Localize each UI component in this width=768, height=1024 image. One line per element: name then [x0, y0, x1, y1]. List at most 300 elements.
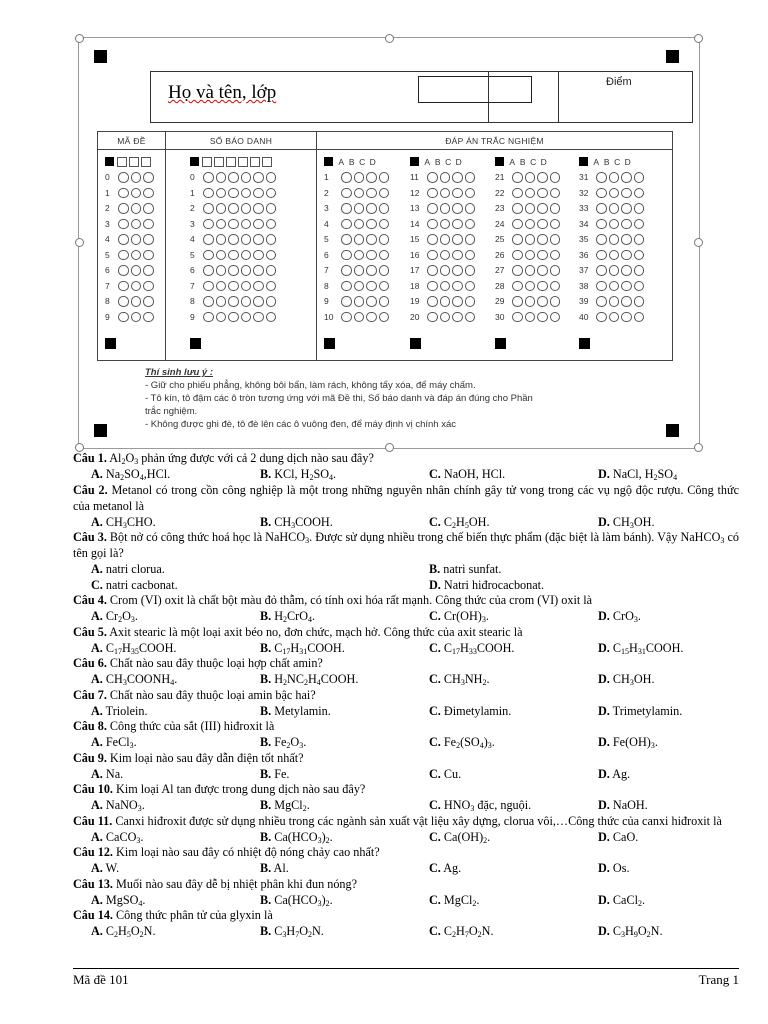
- digit-label: 4: [190, 234, 195, 245]
- bubble[interactable]: [550, 281, 561, 292]
- bubble[interactable]: [440, 265, 451, 276]
- write-box[interactable]: [141, 157, 151, 167]
- bubble[interactable]: [228, 188, 239, 199]
- bubble[interactable]: [427, 234, 438, 245]
- bubble[interactable]: [596, 296, 607, 307]
- bubble[interactable]: [354, 203, 365, 214]
- bubble[interactable]: [512, 219, 523, 230]
- bubble[interactable]: [366, 265, 377, 276]
- bubble[interactable]: [143, 250, 154, 261]
- bubble[interactable]: [512, 265, 523, 276]
- bubble[interactable]: [609, 234, 620, 245]
- bubble[interactable]: [427, 172, 438, 183]
- bubble[interactable]: [634, 203, 645, 214]
- answer-sheet-image: [78, 37, 700, 449]
- bubble[interactable]: [253, 312, 264, 323]
- bubble[interactable]: [465, 296, 476, 307]
- bubble[interactable]: [596, 188, 607, 199]
- bubble[interactable]: [131, 296, 142, 307]
- resize-handle[interactable]: [385, 34, 394, 43]
- bubble[interactable]: [525, 203, 536, 214]
- bubble[interactable]: [634, 250, 645, 261]
- bubble[interactable]: [379, 312, 390, 323]
- write-box[interactable]: [262, 157, 272, 167]
- bubble[interactable]: [241, 312, 252, 323]
- bubble[interactable]: [253, 296, 264, 307]
- bubble[interactable]: [452, 219, 463, 230]
- bubble[interactable]: [465, 234, 476, 245]
- bubble[interactable]: [609, 265, 620, 276]
- bubble[interactable]: [596, 265, 607, 276]
- bubble[interactable]: [609, 296, 620, 307]
- bubble[interactable]: [341, 265, 352, 276]
- bubble[interactable]: [634, 219, 645, 230]
- option-c: C. $Fe_2(SO_4)_3$.: [429, 735, 495, 750]
- bubble[interactable]: [452, 296, 463, 307]
- bubble[interactable]: [118, 312, 129, 323]
- bubble[interactable]: [366, 312, 377, 323]
- bubble[interactable]: [621, 188, 632, 199]
- bubble[interactable]: [512, 281, 523, 292]
- bubble[interactable]: [634, 265, 645, 276]
- bubble[interactable]: [550, 234, 561, 245]
- question-number: 27: [495, 265, 505, 276]
- bubble[interactable]: [596, 172, 607, 183]
- bubble[interactable]: [366, 172, 377, 183]
- bubble[interactable]: [550, 296, 561, 307]
- bubble[interactable]: [228, 234, 239, 245]
- bubble[interactable]: [216, 234, 227, 245]
- bubble[interactable]: [609, 250, 620, 261]
- bubble[interactable]: [203, 312, 214, 323]
- bubble[interactable]: [440, 296, 451, 307]
- bubble[interactable]: [609, 219, 620, 230]
- bubble[interactable]: [253, 265, 264, 276]
- bubble[interactable]: [550, 250, 561, 261]
- bubble[interactable]: [118, 203, 129, 214]
- bubble[interactable]: [537, 203, 548, 214]
- bubble[interactable]: [525, 219, 536, 230]
- bubble[interactable]: [440, 281, 451, 292]
- bubble[interactable]: [216, 250, 227, 261]
- bubble[interactable]: [537, 296, 548, 307]
- bubble[interactable]: [452, 250, 463, 261]
- option-b: B. Al.: [260, 861, 289, 875]
- bubble[interactable]: [525, 296, 536, 307]
- bubble[interactable]: [366, 281, 377, 292]
- bubble[interactable]: [512, 234, 523, 245]
- bubble[interactable]: [131, 281, 142, 292]
- bubble[interactable]: [354, 265, 365, 276]
- bubble[interactable]: [379, 250, 390, 261]
- bubble[interactable]: [621, 281, 632, 292]
- bubble[interactable]: [427, 281, 438, 292]
- bubble[interactable]: [341, 219, 352, 230]
- bubble[interactable]: [609, 281, 620, 292]
- bubble[interactable]: [550, 188, 561, 199]
- bubble[interactable]: [427, 188, 438, 199]
- bubble[interactable]: [118, 172, 129, 183]
- write-box[interactable]: [238, 157, 248, 167]
- bubble[interactable]: [379, 296, 390, 307]
- bubble[interactable]: [427, 219, 438, 230]
- bubble[interactable]: [550, 312, 561, 323]
- bubble[interactable]: [525, 172, 536, 183]
- bubble[interactable]: [228, 281, 239, 292]
- name-input-box[interactable]: [418, 76, 532, 103]
- bubble[interactable]: [253, 203, 264, 214]
- bubble[interactable]: [131, 203, 142, 214]
- bubble[interactable]: [440, 203, 451, 214]
- bubble[interactable]: [621, 172, 632, 183]
- option-b: B. $Ca(HCO_3)_2$.: [260, 892, 333, 908]
- bubble[interactable]: [440, 172, 451, 183]
- bubble[interactable]: [550, 265, 561, 276]
- bubble[interactable]: [228, 203, 239, 214]
- bubble[interactable]: [609, 172, 620, 183]
- bubble[interactable]: [266, 219, 277, 230]
- letter-label: B: [603, 156, 610, 167]
- bubble[interactable]: [452, 203, 463, 214]
- bubble[interactable]: [452, 188, 463, 199]
- bubble[interactable]: [203, 188, 214, 199]
- bubble[interactable]: [465, 188, 476, 199]
- bubble[interactable]: [452, 172, 463, 183]
- bubble[interactable]: [440, 250, 451, 261]
- bubble[interactable]: [354, 312, 365, 323]
- bubble[interactable]: [609, 203, 620, 214]
- bubble[interactable]: [241, 234, 252, 245]
- bubble[interactable]: [512, 188, 523, 199]
- bubble[interactable]: [241, 250, 252, 261]
- option-a: A. $Na_2SO_4,HCl$.: [91, 467, 171, 482]
- bubble[interactable]: [465, 219, 476, 230]
- bubble[interactable]: [512, 312, 523, 323]
- bubble[interactable]: [266, 188, 277, 199]
- letter-label: C: [530, 156, 537, 167]
- bubble[interactable]: [440, 188, 451, 199]
- bubble[interactable]: [379, 172, 390, 183]
- resize-handle[interactable]: [75, 238, 84, 247]
- bubble[interactable]: [143, 265, 154, 276]
- bubble[interactable]: [427, 312, 438, 323]
- bubble[interactable]: [354, 234, 365, 245]
- bubble[interactable]: [452, 234, 463, 245]
- bubble[interactable]: [354, 250, 365, 261]
- bubble[interactable]: [118, 250, 129, 261]
- question-stem: Câu 3. Bột nở có công thức hoá học là NaHCO$_3$. Được sử dụng nhiều trong chế biến thực phẩm (đặc biệt là làm bánh). Vậy NaHCO$_3$ có tên gọi là?: [73, 530, 739, 560]
- resize-handle[interactable]: [75, 34, 84, 43]
- bubble[interactable]: [621, 219, 632, 230]
- bubble[interactable]: [341, 250, 352, 261]
- question-number: 30: [495, 311, 505, 322]
- bubble[interactable]: [253, 281, 264, 292]
- question-number: 13: [410, 203, 420, 214]
- bubble[interactable]: [525, 312, 536, 323]
- bubble[interactable]: [118, 234, 129, 245]
- bubble[interactable]: [621, 296, 632, 307]
- bubble[interactable]: [216, 312, 227, 323]
- sbd-header: SỐ BÁO DANH: [166, 132, 316, 150]
- bubble[interactable]: [537, 188, 548, 199]
- bubble[interactable]: [596, 281, 607, 292]
- bubble[interactable]: [634, 234, 645, 245]
- bubble[interactable]: [512, 203, 523, 214]
- bubble[interactable]: [512, 172, 523, 183]
- bubble[interactable]: [131, 265, 142, 276]
- bubble[interactable]: [621, 312, 632, 323]
- bubble[interactable]: [596, 250, 607, 261]
- option-c: C. Ag.: [429, 861, 462, 875]
- bubble[interactable]: [596, 234, 607, 245]
- bubble[interactable]: [266, 281, 277, 292]
- option-b: B. Metylamin.: [260, 703, 331, 718]
- bubble[interactable]: [118, 265, 129, 276]
- bubble[interactable]: [550, 203, 561, 214]
- bubble[interactable]: [379, 203, 390, 214]
- bubble[interactable]: [228, 219, 239, 230]
- digit-label: 8: [190, 296, 195, 307]
- bubble[interactable]: [266, 203, 277, 214]
- note-line: - Tô kín, tô đậm các ô tròn tương ứng với mã Đề thi, Số báo danh và đáp án đúng cho Phần: [145, 393, 533, 404]
- bubble[interactable]: [427, 265, 438, 276]
- bubble[interactable]: [143, 234, 154, 245]
- bubble[interactable]: [341, 203, 352, 214]
- bubble[interactable]: [537, 281, 548, 292]
- bubble[interactable]: [131, 250, 142, 261]
- write-box[interactable]: [226, 157, 236, 167]
- bubble[interactable]: [634, 172, 645, 183]
- bubble[interactable]: [143, 312, 154, 323]
- bubble[interactable]: [596, 203, 607, 214]
- note-line: - Không được ghi đè, tô đè lên các ô vuông đen, để máy định vị chính xác: [145, 419, 456, 430]
- bubble[interactable]: [253, 250, 264, 261]
- bubble[interactable]: [216, 296, 227, 307]
- bubble[interactable]: [341, 172, 352, 183]
- bubble[interactable]: [203, 296, 214, 307]
- bubble[interactable]: [634, 312, 645, 323]
- bubble[interactable]: [634, 281, 645, 292]
- bubble[interactable]: [131, 188, 142, 199]
- bubble[interactable]: [266, 312, 277, 323]
- bubble[interactable]: [241, 281, 252, 292]
- bubble[interactable]: [253, 172, 264, 183]
- bubble[interactable]: [427, 296, 438, 307]
- bubble[interactable]: [440, 312, 451, 323]
- bubble[interactable]: [203, 281, 214, 292]
- bubble[interactable]: [216, 172, 227, 183]
- bubble[interactable]: [143, 203, 154, 214]
- bubble[interactable]: [354, 188, 365, 199]
- bubble[interactable]: [621, 265, 632, 276]
- bubble[interactable]: [253, 188, 264, 199]
- bubble[interactable]: [550, 172, 561, 183]
- bubble[interactable]: [537, 219, 548, 230]
- bubble[interactable]: [512, 296, 523, 307]
- bubble[interactable]: [216, 219, 227, 230]
- write-box[interactable]: [117, 157, 127, 167]
- bubble[interactable]: [366, 219, 377, 230]
- bubble[interactable]: [266, 172, 277, 183]
- bubble[interactable]: [143, 188, 154, 199]
- bubble[interactable]: [143, 296, 154, 307]
- bubble[interactable]: [203, 219, 214, 230]
- bubble[interactable]: [354, 281, 365, 292]
- question-item: [73, 450, 739, 482]
- bubble[interactable]: [131, 172, 142, 183]
- bubble[interactable]: [537, 250, 548, 261]
- bubble[interactable]: [525, 250, 536, 261]
- bubble[interactable]: [609, 312, 620, 323]
- bubble[interactable]: [203, 265, 214, 276]
- bubble[interactable]: [341, 296, 352, 307]
- bubble[interactable]: [203, 172, 214, 183]
- bubble[interactable]: [596, 312, 607, 323]
- bubble[interactable]: [452, 312, 463, 323]
- bubble[interactable]: [465, 203, 476, 214]
- bubble[interactable]: [379, 188, 390, 199]
- resize-handle[interactable]: [694, 238, 703, 247]
- bubble[interactable]: [440, 219, 451, 230]
- bubble[interactable]: [216, 203, 227, 214]
- bubble[interactable]: [525, 234, 536, 245]
- question-stem: Câu 6. Chất nào sau đây thuộc loại hợp chất amin?: [73, 656, 323, 670]
- bubble[interactable]: [379, 234, 390, 245]
- bubble[interactable]: [266, 265, 277, 276]
- question-item: [73, 844, 739, 876]
- bubble[interactable]: [465, 281, 476, 292]
- write-box[interactable]: [129, 157, 139, 167]
- bubble[interactable]: [143, 172, 154, 183]
- bubble[interactable]: [621, 234, 632, 245]
- bubble[interactable]: [131, 219, 142, 230]
- bubble[interactable]: [379, 265, 390, 276]
- bubble[interactable]: [228, 265, 239, 276]
- bubble[interactable]: [241, 265, 252, 276]
- bubble[interactable]: [609, 188, 620, 199]
- bubble[interactable]: [253, 234, 264, 245]
- bubble[interactable]: [241, 219, 252, 230]
- option-d: D. Trimetylamin.: [598, 703, 683, 718]
- bubble[interactable]: [366, 296, 377, 307]
- bubble[interactable]: [537, 234, 548, 245]
- bubble[interactable]: [525, 265, 536, 276]
- question-item: [73, 687, 739, 719]
- bubble[interactable]: [118, 281, 129, 292]
- bubble[interactable]: [228, 250, 239, 261]
- bubble[interactable]: [266, 250, 277, 261]
- write-box[interactable]: [214, 157, 224, 167]
- bubble[interactable]: [228, 296, 239, 307]
- bubble[interactable]: [452, 265, 463, 276]
- bubble[interactable]: [366, 250, 377, 261]
- bubble[interactable]: [228, 172, 239, 183]
- bubble[interactable]: [131, 234, 142, 245]
- bubble[interactable]: [203, 234, 214, 245]
- bubble[interactable]: [216, 281, 227, 292]
- bubble[interactable]: [143, 219, 154, 230]
- bubble[interactable]: [537, 312, 548, 323]
- bubble[interactable]: [427, 250, 438, 261]
- write-box[interactable]: [202, 157, 212, 167]
- bubble[interactable]: [525, 281, 536, 292]
- bubble[interactable]: [118, 296, 129, 307]
- bubble[interactable]: [452, 281, 463, 292]
- option-d: D. NaCl, $H_2SO_4$: [598, 467, 678, 482]
- bubble[interactable]: [241, 296, 252, 307]
- bubble[interactable]: [465, 250, 476, 261]
- bubble[interactable]: [366, 188, 377, 199]
- question-number: 20: [410, 311, 420, 322]
- bubble[interactable]: [440, 234, 451, 245]
- option-a: A. Na.: [91, 766, 124, 781]
- bubble[interactable]: [216, 188, 227, 199]
- bubble[interactable]: [427, 203, 438, 214]
- option-b: B. natri sunfat.: [429, 562, 502, 576]
- bubble[interactable]: [341, 312, 352, 323]
- resize-handle[interactable]: [694, 34, 703, 43]
- bubble[interactable]: [341, 234, 352, 245]
- bubble[interactable]: [366, 203, 377, 214]
- bubble[interactable]: [634, 188, 645, 199]
- bubble[interactable]: [143, 281, 154, 292]
- bubble[interactable]: [465, 172, 476, 183]
- bubble[interactable]: [379, 219, 390, 230]
- bubble[interactable]: [266, 234, 277, 245]
- bubble[interactable]: [241, 203, 252, 214]
- bubble[interactable]: [354, 172, 365, 183]
- marker: [410, 338, 421, 349]
- bubble[interactable]: [465, 265, 476, 276]
- bubble[interactable]: [228, 312, 239, 323]
- bubble[interactable]: [465, 312, 476, 323]
- bubble[interactable]: [550, 219, 561, 230]
- bubble[interactable]: [525, 188, 536, 199]
- bubble[interactable]: [241, 172, 252, 183]
- bubble[interactable]: [512, 250, 523, 261]
- letter-label: A: [593, 156, 600, 167]
- bubble[interactable]: [216, 265, 227, 276]
- bubble[interactable]: [366, 234, 377, 245]
- bubble[interactable]: [341, 281, 352, 292]
- bubble[interactable]: [118, 219, 129, 230]
- bubble[interactable]: [379, 281, 390, 292]
- bubble[interactable]: [131, 312, 142, 323]
- bubble[interactable]: [354, 219, 365, 230]
- write-box[interactable]: [250, 157, 260, 167]
- bubble-grid: [97, 131, 673, 361]
- bubble[interactable]: [537, 265, 548, 276]
- question-number: 6: [324, 249, 329, 260]
- bubble[interactable]: [341, 188, 352, 199]
- bubble[interactable]: [621, 250, 632, 261]
- bubble[interactable]: [354, 296, 365, 307]
- bubble[interactable]: [203, 203, 214, 214]
- question-stem: Câu 5. Axit stearic là một loại axit béo no, đơn chức, mạch hở. Công thức của axit stearic là: [73, 624, 523, 639]
- digit-label: 9: [190, 311, 195, 322]
- bubble[interactable]: [621, 203, 632, 214]
- option-d: D. CaCl$_2$.: [598, 892, 646, 908]
- bubble[interactable]: [203, 250, 214, 261]
- option-c: C. Đimetylamin.: [429, 703, 512, 718]
- bubble[interactable]: [241, 188, 252, 199]
- bubble[interactable]: [118, 188, 129, 199]
- bubble[interactable]: [266, 296, 277, 307]
- bubble[interactable]: [253, 219, 264, 230]
- bubble[interactable]: [596, 219, 607, 230]
- bubble[interactable]: [634, 296, 645, 307]
- bubble[interactable]: [537, 172, 548, 183]
